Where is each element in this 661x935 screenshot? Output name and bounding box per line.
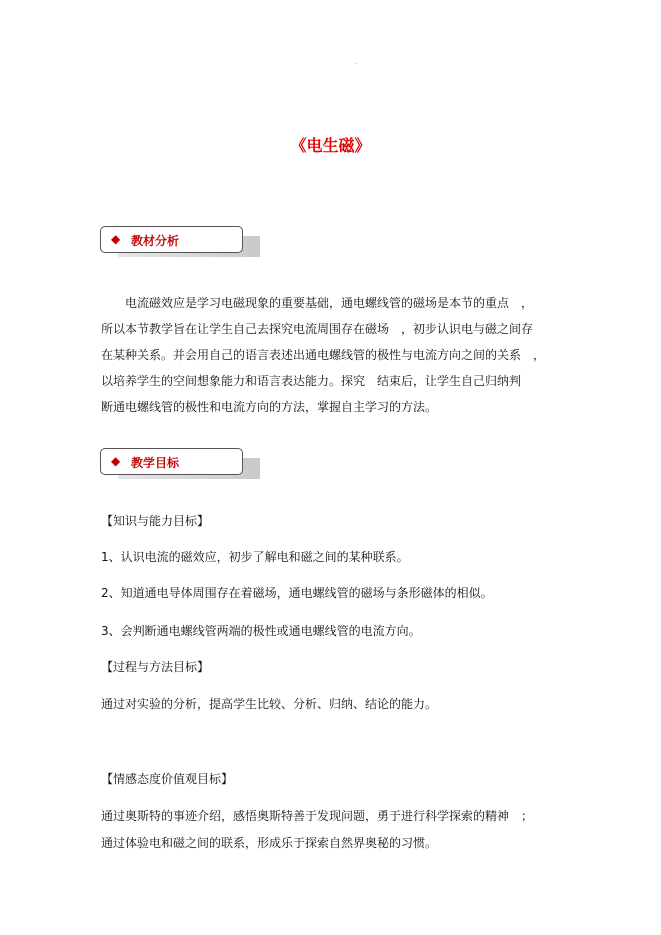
analysis-line: 在某种关系。并会用自己的语言表述出通电螺线管的极性与电流方向之间的关系 ， bbox=[101, 348, 546, 362]
process-text: 通过对实验的分析，提高学生比较、分析、归纳、结论的能力。 bbox=[101, 697, 438, 711]
emotion-heading: 【情感态度价值观目标】 bbox=[101, 772, 234, 786]
section-label: 教材分析 bbox=[131, 234, 180, 248]
emotion-line: 通过奥斯特的事迹介绍，感悟奥斯特善于发现问题，勇于进行科学探索的精神 ； bbox=[101, 809, 534, 823]
section-box bbox=[100, 448, 243, 475]
process-heading: 【过程与方法目标】 bbox=[101, 660, 210, 674]
knowledge-item: 1、认识电流的磁效应，初步了解电和磁之间的某种联系。 bbox=[101, 550, 409, 564]
analysis-line: 以培养学生的空间想象能力和语言表达能力。探究 结束后，让学生自己归纳判 bbox=[101, 374, 522, 388]
stray-dot bbox=[356, 63, 357, 64]
section-box bbox=[100, 226, 243, 253]
analysis-line: 所以本节教学旨在让学生自己去探究电流周围存在磁场 ，初步认识电与磁之间存 bbox=[101, 322, 534, 336]
emotion-line: 通过体验电和磁之间的联系，形成乐于探索自然界奥秘的习惯。 bbox=[101, 836, 438, 850]
section-header-goals bbox=[100, 448, 260, 478]
knowledge-item: 2、知道通电导体周围存在着磁场，通电螺线管的磁场与条形磁体的相似。 bbox=[101, 586, 493, 600]
analysis-line: 电流磁效应是学习电磁现象的重要基础，通电螺线管的磁场是本节的重点 ， bbox=[125, 296, 534, 310]
knowledge-heading: 【知识与能力目标】 bbox=[101, 514, 210, 528]
document-title: 《电生磁》 bbox=[290, 136, 371, 155]
diamond-bullet-icon: ◆ bbox=[111, 232, 121, 246]
section-header-analysis bbox=[100, 226, 260, 256]
section-label: 教学目标 bbox=[131, 456, 180, 470]
diamond-bullet-icon: ◆ bbox=[111, 454, 121, 468]
knowledge-item: 3、会判断通电螺线管两端的极性或通电螺线管的电流方向。 bbox=[101, 624, 421, 638]
analysis-line: 断通电螺线管的极性和电流方向的方法，掌握自主学习的方法。 bbox=[101, 400, 438, 414]
